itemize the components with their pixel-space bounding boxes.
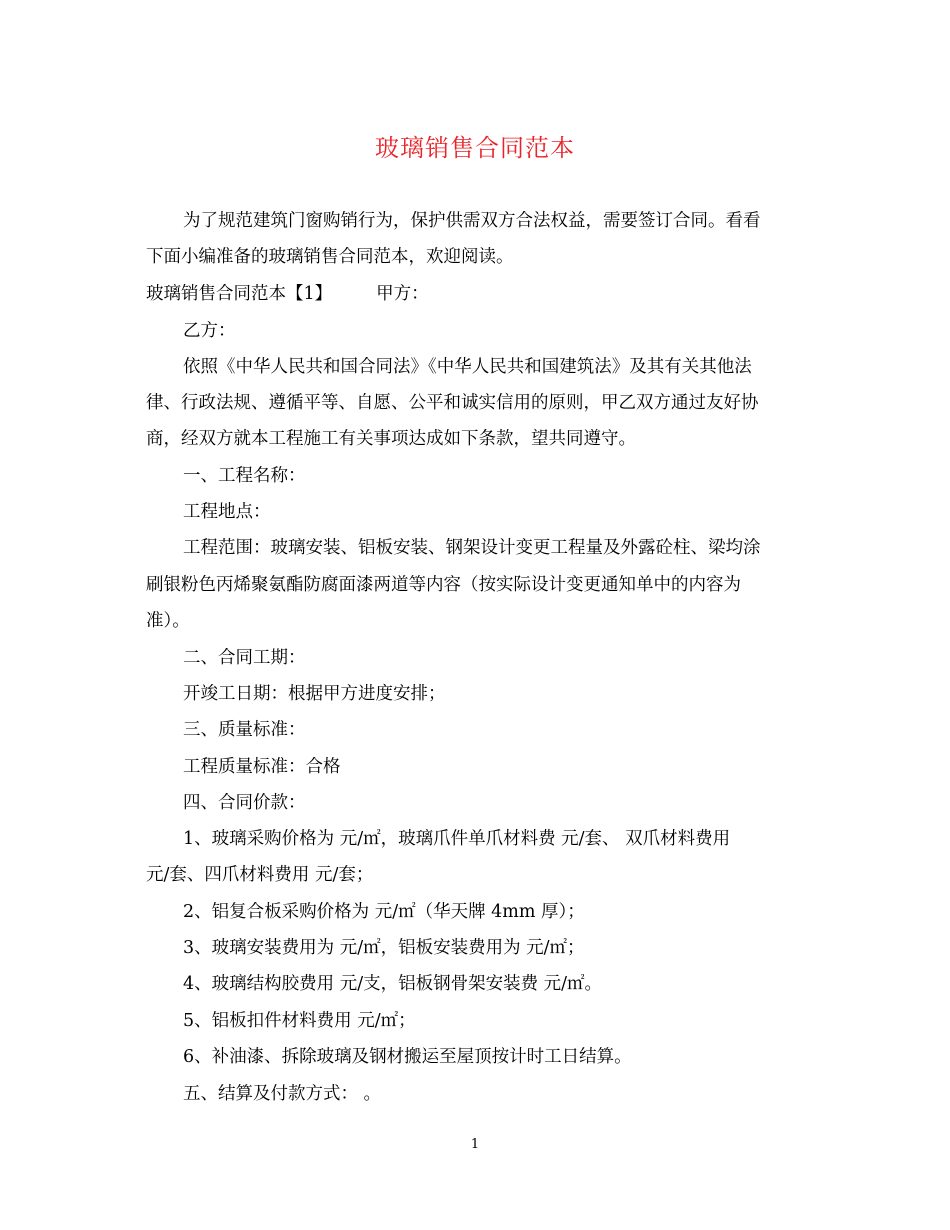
site-line: 工程地点：	[183, 502, 271, 522]
scope-line-3: 准）。	[146, 611, 190, 631]
basis-line-3: 商，经双方就本工程施工有关事项达成如下条款，望共同遵守。	[146, 429, 636, 449]
price-2-line: 2、铝复合板采购价格为 元/㎡（华天牌 4mm 厚）；	[183, 902, 585, 922]
price-3-line: 3、玻璃安装费用为 元/㎡，铝板安装费用为 元/㎡；	[183, 938, 585, 958]
document-title: 玻璃销售合同范本	[375, 134, 575, 162]
price-1-line-1: 1、玻璃采购价格为 元/㎡，玻璃爪件单爪材料费 元/套、 双爪材料费用	[183, 829, 731, 849]
price-6-line: 6、补油漆、拆除玻璃及钢材搬运至屋顶按计时工日结算。	[183, 1047, 632, 1067]
price-1-line-2: 元/套、四爪材料费用 元/套；	[146, 865, 374, 885]
basis-line-1: 依照《中华人民共和国合同法》《中华人民共和国建筑法》及其有关其他法	[183, 357, 752, 377]
price-5-line: 5、铝板扣件材料费用 元/㎡；	[183, 1011, 416, 1031]
clause-5-title: 五、结算及付款方式： 。	[183, 1084, 382, 1104]
clause-4-title: 四、合同价款：	[183, 793, 306, 813]
intro-line-2: 下面小编准备的玻璃销售合同范本，欢迎阅读。	[146, 247, 514, 267]
section-heading-line	[146, 281, 806, 307]
clause-3-title: 三、质量标准：	[183, 720, 306, 740]
scope-line-1: 工程范围：玻璃安装、铝板安装、钢架设计变更工程量及外露砼柱、梁均涂	[183, 538, 761, 558]
basis-line-2: 律、行政法规、遵循平等、自愿、公平和诚实信用的原则，甲乙双方通过友好协	[146, 393, 759, 413]
price-4-line: 4、玻璃结构胶费用 元/支，铝板钢骨架安装费 元/㎡。	[183, 974, 603, 994]
quality-line: 工程质量标准：合格	[183, 757, 341, 777]
clause-1-title: 一、工程名称：	[183, 466, 306, 486]
scope-line-2: 刷银粉色丙烯聚氨酯防腐面漆两道等内容（按实际设计变更通知单中的内容为	[146, 575, 741, 595]
party-a-label: 甲方：	[376, 284, 429, 304]
section-heading: 玻璃销售合同范本【1】	[146, 284, 333, 304]
schedule-line: 开竣工日期：根据甲方进度安排；	[183, 684, 446, 704]
page-number: 1	[470, 1137, 480, 1152]
clause-2-title: 二、合同工期：	[183, 648, 306, 668]
intro-line-1: 为了规范建筑门窗购销行为，保护供需双方合法权益，需要签订合同。看看	[183, 211, 761, 231]
party-b-label: 乙方：	[183, 321, 236, 341]
